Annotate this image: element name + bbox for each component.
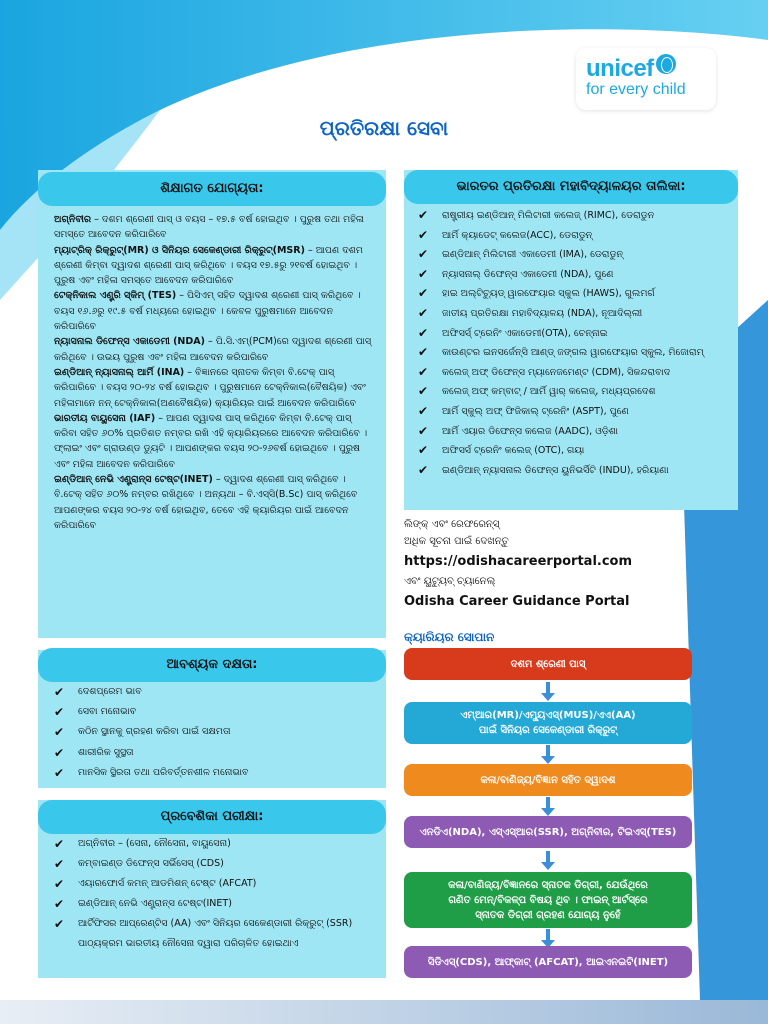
colleges-item-label: ଆର୍ମି ସ୍କୁଲ୍ ଅଫ୍ ଫିଜିକାଲ୍ ଟ୍ରେନିଂ (ASPT), ପୁଣେ [442, 405, 629, 417]
skills-item-label: ଶାରୀରିକ ସୁସ୍ଥତା [78, 746, 134, 758]
qualification-text: – ଆପଣ ଦ୍ୱାଦଶ ପାସ୍ କରିଥିବେ କିମ୍ବା ବି.ଟେକ୍ ପାସ୍ କରିବା ସହିତ ୬୦% ପ୍ରତିଶତ ନମ୍ବର ରଖି ଏହି କ୍ୟାରିୟରରେ ଆବେଦନ କରିପାରିବେ । ଫ୍ଲାଇଂ ଏବଂ ଗ୍ରାଉଣ୍ଡ ଡ୍ୟୁଟି । ଆପଣଙ୍କର ବୟସ ୨୦-୨୬ବର୍ଷ ହୋଇଥିବେ । ପୁରୁଷ ଏବଂ ମହିଳା ଆବେଦନ କରିପାରିବେ [54, 412, 368, 470]
checkmark-icon: ✔ [418, 208, 429, 222]
colleges-list [412, 206, 732, 480]
links-section [404, 517, 744, 613]
down-arrow-icon [541, 745, 555, 764]
unicef-logo [576, 48, 716, 110]
checkmark-icon: ✔ [418, 227, 429, 242]
qualification-text: – ଆପଣ ଦଶମ ଶ୍ରେଣୀ କିମ୍ବା ଦ୍ୱାଦଶ ଶ୍ରେଣୀ ପାସ୍ କରିଥିବେ । ବୟସ ୧୭.୫ରୁ ୨୧ବର୍ଷ ହୋଇଥିବ । ପୁରୁଷ ଏବଂ ମହିଳା ସମସ୍ତେ ଆବେଦନ କରିପାରିବେ [54, 244, 363, 287]
checkmark-icon: ✔ [54, 705, 65, 720]
colleges-item [412, 441, 732, 461]
skills-item [48, 682, 378, 702]
skills-item [48, 743, 378, 763]
colleges-item [412, 324, 732, 344]
qualification-name: ଇଣ୍ଡିଆନ୍ ନେଭି ଏଣ୍ଟ୍ରାନ୍ସ ଟେଷ୍ଟ(INET) [54, 474, 213, 486]
colleges-item [412, 402, 732, 422]
colleges-item-label: ଇଣ୍ଡିଆନ୍ ମିଲିଟାରୀ ଏକାଡେମୀ (IMA), ଡେରାଡୁନ୍ [442, 249, 624, 261]
qualification-text: – ପିସିଏମ୍ ସହିତ ଦ୍ୱାଦଶ ଶ୍ରେଣୀ ପାସ୍ କରିଥିବେ । ବୟସ ୧୬.୬ରୁ ୧୯.୫ ବର୍ଷ ମଧ୍ୟରେ ହୋଇଥିବ । କେବଳ ପୁରୁଷମାନେ ଆବେଦନ କରିପାରିବେ [54, 290, 361, 333]
colleges-item-label: ଜାତୀୟ ପ୍ରତିରକ୍ଷା ମହାବିଦ୍ୟାଳୟ (NDA), ନୂଆଦିଲ୍ଲୀ [442, 307, 643, 319]
qualification-item [54, 365, 376, 411]
exams-list [48, 834, 382, 954]
exams-item-label: ଏୟାରଫୋର୍ସ କମନ୍ ଆଡମିଶନ୍ ଟେଷ୍ଟ (AFCAT) [78, 878, 257, 889]
career-step: ସିଡିଏସ୍(CDS), ଆଫ୍‌କାଟ୍ (AFCAT), ଆଇଏନଇଟି(INET) [404, 946, 692, 978]
checkmark-icon: ✔ [418, 305, 429, 320]
qualification-item [54, 411, 376, 472]
colleges-item-label: ଅଫିସର୍ସ ଟ୍ରେନିଂ କଲେଜ୍ (OTC), ଗୟା [442, 445, 585, 457]
colleges-item [412, 363, 732, 383]
youtube-text: ଏବଂ ୟୁଟ୍ୟୁବ୍ ଚ୍ୟାନେଲ୍ [404, 576, 496, 587]
checkmark-icon: ✔ [418, 364, 429, 379]
exams-item [48, 854, 382, 874]
qualification-text: – ଦଶମ ଶ୍ରେଣୀ ପାସ୍ ଓ ବୟସ – ୧୭.୫ ବର୍ଷ ହୋଇଥିବ । ପୁରୁଷ ତଥା ମହିଳା ସମସ୍ତେ ଆବେଦନ କରିପାରିବେ [54, 214, 364, 241]
exams-item [48, 894, 382, 914]
checkmark-icon: ✔ [418, 403, 429, 418]
career-step: କଳା/ବାଣିଜ୍ୟ/ବିଜ୍ଞାନରେ ସ୍ନାତକ ଡିଗ୍ରୀ, ଯେଉଁଥିରେ ଗଣିତ ମେନ୍/ବିକଳ୍ପ ବିଷୟ ଥିବ । ଫାଇନ୍ ଆର୍ଟସ୍‌ରେ ସ୍ନାତକ ଡିଗ୍ରୀ ଗ୍ରହଣ ଯୋଗ୍ୟ ନୁହେଁ [404, 872, 692, 928]
checkmark-icon: ✔ [54, 877, 65, 891]
skills-item-label: ସେବା ମନୋଭାବ [78, 706, 137, 718]
qualification-name: ଇଣ୍ଡିଆନ୍ ନ୍ୟାସନାଲ୍ ଆର୍ମି (INA) [54, 366, 185, 378]
checkmark-icon: ✔ [54, 725, 65, 740]
colleges-heading: ଭାରତର ପ୍ରତିରକ୍ଷା ମହାବିଦ୍ୟାଳୟର ତାଲିକା: [404, 170, 738, 204]
qualification-name: ଅଗ୍ନିବୀର [54, 214, 92, 225]
skills-item-label: ଦେଶପ୍ରେମ ଭାବ [78, 686, 142, 697]
qualification-name: ମ୍ୟାଟ୍ରିକ୍ ରିକ୍ରୁଟ୍(MR) ଓ ସିନିୟର ସେକେଣ୍ଡାରୀ ରିକ୍ରୁଟ୍(MSR) [54, 244, 305, 256]
qualification-item [54, 334, 376, 365]
qualification-text: – ଦ୍ୱାଦଶ ଶ୍ରେଣୀ ପାସ୍ କରିଥିବେ । ବି.ଟେକ୍ ସହିତ ୬୦% ନମ୍ବର ରଖିଥିବେ । ଅନ୍ୟଥା – ବି.ଏସ୍‌ସି(B.Sc) ପାସ୍ କରିଥିବେ ଆପଣଙ୍କର ବୟସ ୨୦-୨୪ ବର୍ଷ ହୋଇଥିବ, ତେବେ ଏହି କ୍ୟାରିୟର ପାଇଁ ଆବେଦନ କରିପାରିବେ [54, 474, 358, 531]
checkmark-icon: ✔ [418, 423, 429, 438]
colleges-item-label: ହାଇ ଅଲ୍ଟିଚ୍ୟୁଡ୍ ୱାରଫେୟାର ସ୍କୁଲ (HAWS), ଗୁଲମର୍ଗ [442, 288, 655, 300]
colleges-item [412, 382, 732, 402]
skills-list [48, 682, 378, 783]
colleges-item-label: ଆର୍ମି ଏୟାର ଡିଫେନ୍ସ କଲେଜ (AADC), ଓଡ଼ିଶା [442, 425, 619, 437]
qualification-item [54, 472, 376, 533]
checkmark-icon: ✔ [418, 266, 429, 281]
checkmark-icon: ✔ [54, 765, 65, 780]
skills-item [48, 702, 378, 722]
checkmark-icon: ✔ [54, 917, 65, 931]
colleges-item-label: କାଉଣ୍ଟର ଇନସର୍ଜେନ୍ସି ଆଣ୍ଡ୍ ଜଙ୍ଗଲ ୱାରଫେୟାର ସ୍କୁଲ, ମିଜୋରାମ୍ [442, 347, 704, 359]
exams-item-label: ଅଗ୍ନିବୀର – (ସେନା, ନୌସେନା, ବାୟୁସେନା) [78, 838, 231, 849]
colleges-item [412, 284, 732, 304]
colleges-item [412, 226, 732, 246]
colleges-item-label: କଲେଜ୍ ଅଫ୍ ଡିଫେନ୍ସ ମ୍ୟାନେଜମେଣ୍ଟ (CDM), ସିକନ୍ଦରାବାଦ [442, 366, 671, 378]
checkmark-icon: ✔ [418, 247, 429, 262]
checkmark-icon: ✔ [54, 857, 65, 871]
exams-item [48, 874, 382, 894]
colleges-item-label: ରାଷ୍ଟ୍ରୀୟ ଇଣ୍ଡିଆନ୍ ମିଲିଟାରୀ କଲେଜ୍ (RIMC), ଡେରାଡୁନ [442, 210, 655, 221]
qualification-item [54, 243, 376, 289]
checkmark-icon: ✔ [418, 443, 429, 458]
career-step: ଏନଡିଏ(NDA), ଏସ୍ଏସ୍ଆର(SSR), ଅଗ୍ନିବୀର, ଟିଇଏସ୍(TES) [404, 816, 692, 848]
portal-url-link[interactable]: https://odishacareerportal.com [404, 554, 633, 569]
career-ladder-title: କ୍ୟାରିୟର ସୋପାନ [404, 630, 495, 644]
portal-name[interactable]: Odisha Career Guidance Portal [404, 594, 630, 609]
page-title: ପ୍ରତିରକ୍ଷା ସେବା [319, 116, 449, 140]
exams-item-label: କମ୍ବାଇଣ୍ଡ ଡିଫେନ୍ସ ସର୍ଭିସେସ୍ (CDS) [78, 858, 224, 869]
exams-item [48, 834, 382, 854]
qualification-text: – ପି.ସି.ଏମ୍(PCM)ରେ ଦ୍ୱାଦଶ ଶ୍ରେଣୀ ପାସ୍ କରିଥିବେ । ଉଭୟ ପୁରୁଷ ଏବଂ ମହିଳା ଆବେଦନ କରିପାରିବେ [54, 336, 372, 363]
qualification-name: ଟେକ୍ନିକାଲ ଏଣ୍ଟ୍ରି ସ୍କିମ୍ (TES) [54, 290, 177, 302]
checkmark-icon: ✔ [54, 745, 65, 760]
logo-tagline: for every child [586, 81, 686, 98]
checkmark-icon: ✔ [418, 325, 429, 340]
skills-item [48, 763, 378, 783]
globe-icon [656, 54, 676, 74]
qualifications-list [54, 212, 376, 533]
exams-item-label: ଇଣ୍ଡିଆନ୍ ନେଭି ଏଣ୍ଟ୍ରାନ୍ସ ଟେଷ୍ଟ(INET) [78, 898, 232, 909]
qualification-text: – ବିଜ୍ଞାନରେ ସ୍ନାତକ କିମ୍ବା ବି.ଟେକ୍ ପାସ୍ କରିପାରିବେ । ବୟସ ୨୦-୨୪ ବର୍ଷ ହୋଇଥିବ । ପୁରୁଷମାନେ ଟେକ୍ନିକାଲ(ବୈଷୟିକ) ଏବଂ ମହିଳାମାନେ ନନ୍ ଟେକ୍ନିକାଲ(ଅଣବୈଷୟିକ) କ୍ୟାରିୟର ପାଇଁ ଆବେଦନ କରିପାରିବେ [54, 366, 366, 409]
qualifications-heading: ଶିକ୍ଷାଗତ ଯୋଗ୍ୟତା: [38, 172, 386, 206]
colleges-item [412, 461, 732, 481]
career-step: ଦଶମ ଶ୍ରେଣୀ ପାସ୍ [404, 648, 692, 680]
exams-item-label: ଆର୍ଟିଫିସର ଆପ୍ରେଣ୍ଟିସ (AA) ଏବଂ ସିନିୟର ସେକେଣ୍ଡାରୀ ରିକ୍ରୁଟ୍ (SSR) ପାଠ୍ୟକ୍ରମ ଭାରତୀୟ ନୌସେନା ଦ୍ୱାରା ପରିଚାଳିତ ହୋଇଥାଏ [78, 918, 353, 949]
down-arrow-icon [541, 797, 555, 816]
down-arrow-icon [541, 851, 555, 870]
checkmark-icon: ✔ [54, 837, 65, 851]
skills-heading: ଆବଶ୍ୟକ ଦକ୍ଷତା: [38, 648, 386, 682]
skills-item-label: କଠିନ ସ୍ଥାନକୁ ଗ୍ରହଣ କରିବା ପାଇଁ ସକ୍ଷମତା [78, 726, 231, 738]
colleges-item [412, 343, 732, 363]
colleges-item [412, 422, 732, 442]
checkmark-icon: ✔ [418, 462, 429, 477]
qualification-item [54, 212, 376, 243]
qualification-item [54, 288, 376, 334]
down-arrow-icon [541, 682, 555, 701]
colleges-item-label: କଲେଜ୍ ଅଫ୍ କମ୍ବାଟ୍ / ଆର୍ମି ୱାର୍ କଲେଜ୍, ମଧ୍ୟପ୍ରଦେଶ [442, 386, 656, 398]
exams-heading: ପ୍ରବେଶିକା ପରୀକ୍ଷା: [38, 800, 386, 834]
colleges-item [412, 245, 732, 265]
colleges-item-label: ନ୍ୟାସନାଲ୍ ଡିଫେନ୍ସ ଏକାଡେମୀ (NDA), ପୁଣେ [442, 268, 614, 280]
skills-item-label: ମାନସିକ ସ୍ଥିରତା ତଥା ପରିବର୍ତ୍ତନଶୀଳ ମନୋଭାବ [78, 766, 249, 778]
logo-wordmark: unicef [586, 55, 654, 82]
exams-item [48, 914, 382, 954]
checkmark-icon: ✔ [418, 286, 429, 301]
qualification-name: ଭାରତୀୟ ବାୟୁସେନା (IAF) [54, 412, 156, 424]
checkmark-icon: ✔ [418, 384, 429, 399]
career-step: କଳା/ବାଣିଜ୍ୟ/ବିଜ୍ଞାନ ସହିତ ଦ୍ୱାଦଶ [404, 764, 692, 796]
more-info-text: ଅଧିକ ସୂଚନା ପାଇଁ ଦେଖନ୍ତୁ [404, 536, 509, 547]
colleges-item-label: ଆର୍ମି କ୍ୟାଡେଟ୍ କଲେଜ(ACC), ଡେରାଡୁନ୍ [442, 229, 593, 241]
qualification-name: ନ୍ୟାସନାଲ ଡିଫେନ୍ସ ଏକାଡେମୀ (NDA) [54, 336, 205, 348]
colleges-item [412, 304, 732, 324]
skills-item [48, 722, 378, 742]
career-step: ଏମ୍ଆର(MR)/ଏମ୍ୟୁଏସ୍(MUS)/ଏଏ(AA) ପାଇଁ ସିନିୟର ସେକେଣ୍ଡାରୀ ରିକ୍ରୁଟ୍ [404, 702, 692, 744]
checkmark-icon: ✔ [54, 897, 65, 911]
checkmark-icon: ✔ [54, 685, 65, 699]
colleges-item [412, 206, 732, 226]
colleges-item-label: ଅଫିସର୍ସ୍ ଟ୍ରେନିଂ ଏକାଡେମୀ(OTA), ଚେନ୍ନାଇ [442, 327, 608, 339]
colleges-item-label: ଇଣ୍ଡିଆନ୍ ନ୍ୟାସନାଲ ଡିଫେନ୍ସ ୟୁନିଭର୍ସିଟି (INDU), ହରିୟାଣା [442, 464, 669, 476]
links-heading: ଲିଙ୍କ୍ ଏବଂ ରେଫରେନ୍ସ୍ [404, 519, 500, 530]
checkmark-icon: ✔ [418, 345, 429, 360]
colleges-item [412, 265, 732, 285]
